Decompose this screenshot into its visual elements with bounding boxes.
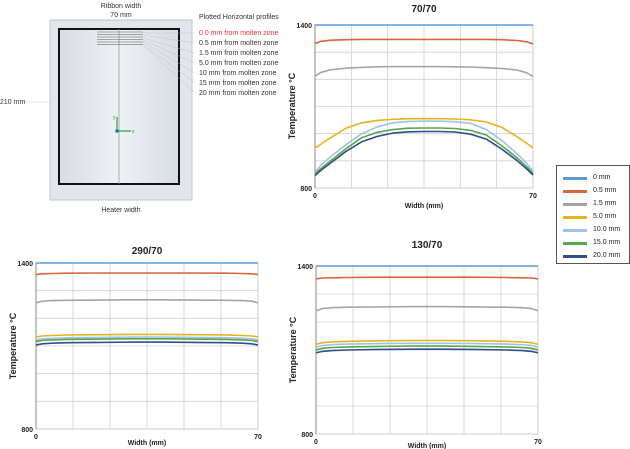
profile-label: 15 mm from molten zone [199, 80, 277, 87]
legend-item [561, 185, 627, 197]
legend-label: 15.0 mm [593, 239, 621, 246]
schematic-drawing [0, 0, 300, 225]
profile-label: 20 mm from molten zone [199, 90, 277, 97]
y-axis-label: Temperature °C [288, 316, 298, 384]
axis-y-label: y [113, 115, 116, 121]
chart-290-70 [0, 240, 275, 449]
profile-label: 0.0 mm from molten zone [199, 30, 279, 37]
legend-swatch [563, 242, 587, 245]
legend-item [561, 237, 627, 249]
legend-label: 0.5 mm [593, 187, 617, 194]
x-tick-label: 70 [534, 439, 542, 446]
ribbon-width-value: 70 mm [110, 12, 132, 19]
heater-width-label: Heater width [101, 207, 141, 214]
y-tick-label: 800 [300, 186, 312, 193]
x-tick-label: 0 [34, 434, 38, 441]
profile-label: 10 mm from molten zone [199, 70, 277, 77]
x-tick-label: 0 [313, 193, 317, 200]
chart-title: 70/70 [411, 4, 437, 15]
legend-label: 1.5 mm [593, 200, 617, 207]
profile-label: 0.5 mm from molten zone [199, 40, 279, 47]
profile-label: 1.5 mm from molten zone [199, 50, 279, 57]
legend-swatch [563, 255, 587, 258]
chart-title: 130/70 [411, 240, 443, 251]
x-tick-label: 0 [314, 439, 318, 446]
height-label: 210 mm [0, 99, 26, 106]
legend-item [561, 198, 627, 210]
legend-item [561, 172, 627, 184]
x-axis-label: Width (mm) [404, 203, 444, 210]
legend-label: 5.0 mm [593, 213, 617, 220]
legend-swatch [563, 216, 587, 219]
legend-swatch [563, 229, 587, 232]
y-tick-label: 1400 [297, 264, 313, 271]
legend-item [561, 224, 627, 236]
legend-label: 0 mm [593, 174, 611, 181]
legend-swatch [563, 203, 587, 206]
legend-swatch [563, 177, 587, 180]
y-tick-label: 800 [21, 427, 33, 434]
y-tick-label: 1400 [296, 23, 312, 30]
legend-label: 10.0 mm [593, 226, 621, 233]
chart-130-70 [280, 240, 555, 449]
y-axis-label: Temperature °C [8, 312, 18, 380]
axis-x-label: x [132, 129, 135, 135]
profile-label: 5.0 mm from molten zone [199, 60, 279, 67]
profile-list [199, 30, 278, 97]
schematic-panel [0, 0, 300, 225]
legend-item [561, 250, 627, 262]
y-tick-label: 1400 [17, 261, 33, 268]
legend-item [561, 211, 627, 223]
y-tick-label: 800 [301, 432, 313, 439]
chart-legend [556, 165, 630, 264]
chart-title: 290/70 [131, 246, 163, 257]
chart-70-70 [283, 0, 558, 215]
profiles-title: Plotted Horizontal profiles [199, 14, 279, 21]
x-axis-label: Width (mm) [407, 443, 447, 449]
x-tick-label: 70 [254, 434, 262, 441]
x-tick-label: 70 [529, 193, 537, 200]
x-axis-label: Width (mm) [127, 440, 167, 447]
legend-swatch [563, 190, 587, 193]
ribbon-width-label: Ribbon width [100, 3, 142, 10]
y-axis-label: Temperature °C [287, 72, 297, 140]
legend-label: 20.0 mm [593, 252, 621, 259]
